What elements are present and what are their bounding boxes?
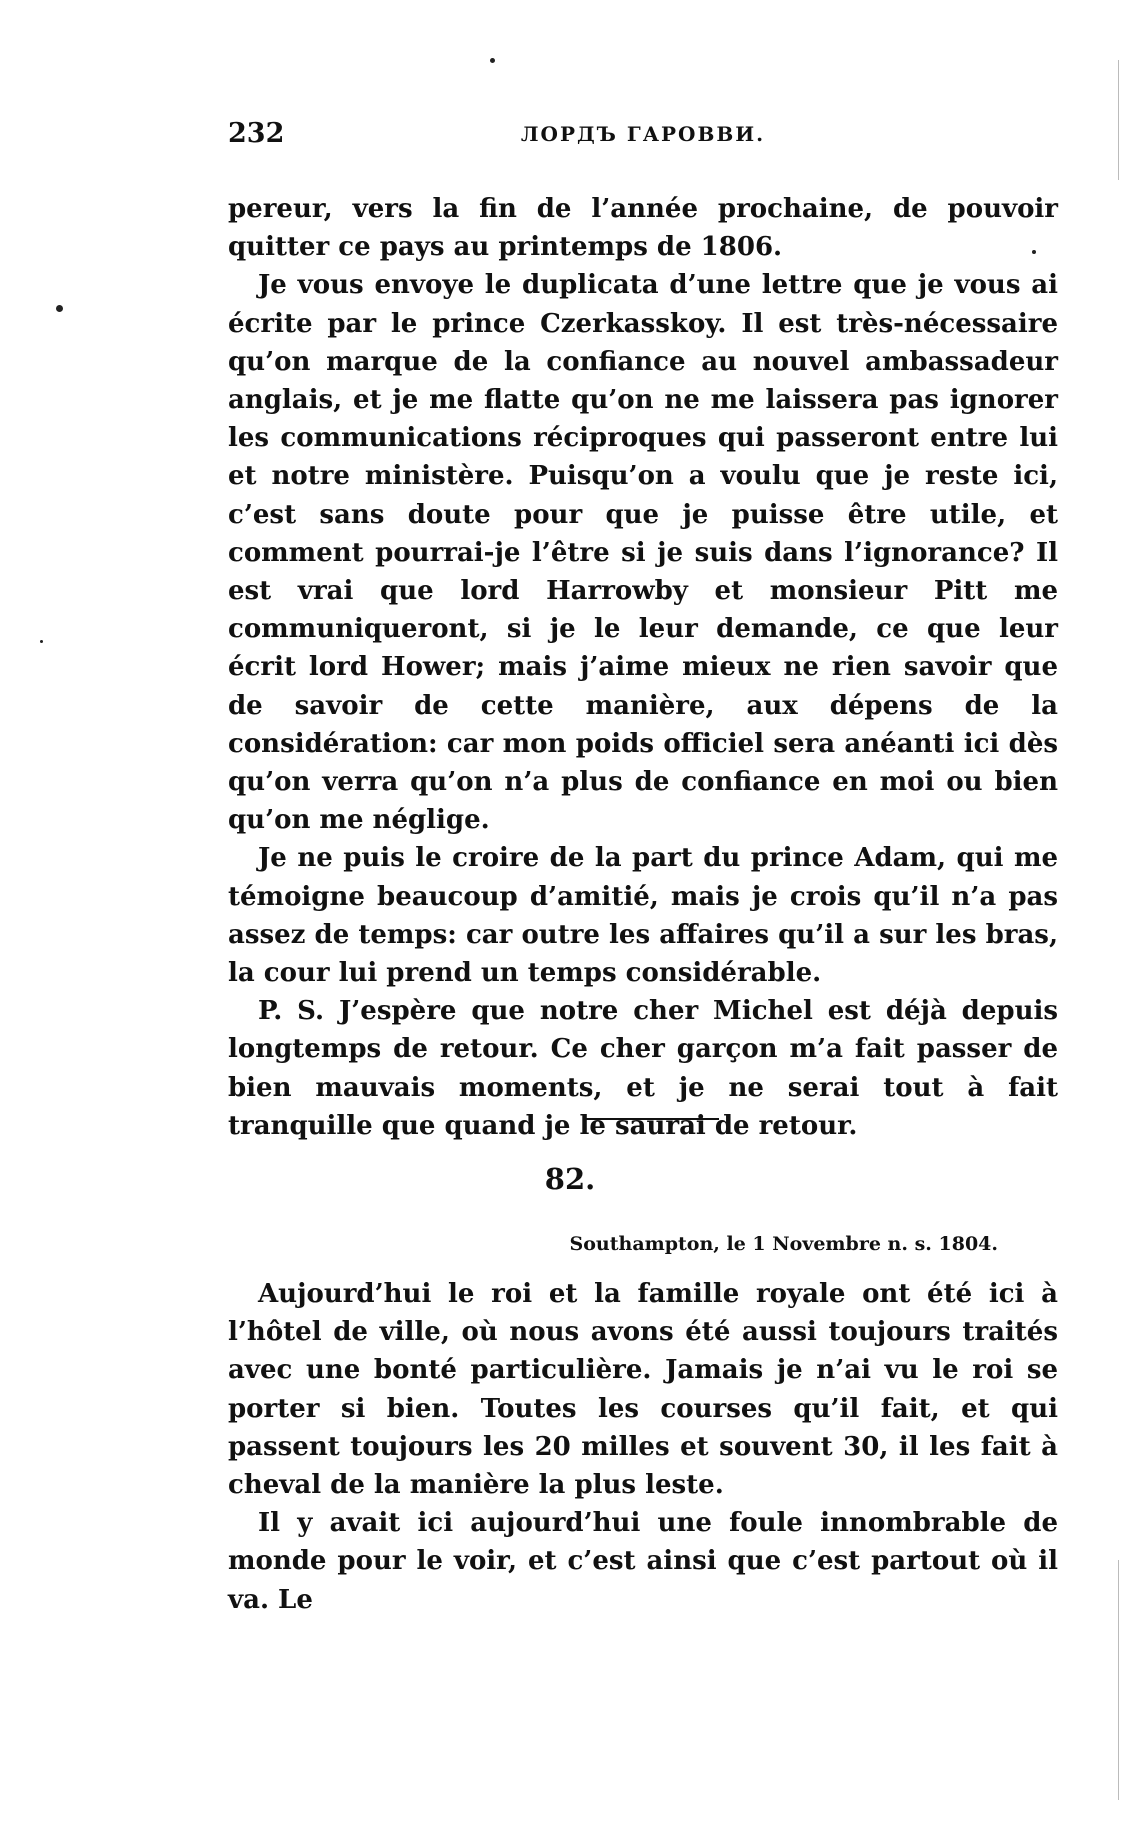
continued-letter-text	[228, 190, 1058, 1145]
page-edge-line	[1118, 1560, 1119, 1800]
paragraph: Aujourd’hui le roi et la famille royale ont été ici à l’hôtel de ville, où nous avons été aussi toujours traités avec une bonté particulière. Jamais je n’ai vu le roi se porter si bien. Toutes les courses qu’il fait, et qui passent toujours les 20 milles et souvent 30, il les fait à cheval de la manière la plus leste.	[228, 1279, 1058, 1501]
paragraph: pereur, vers la fin de l’année prochaine, de pouvoir quitter ce pays au printemps de 1806.	[228, 194, 1058, 263]
page-edge-line	[1118, 60, 1119, 180]
paragraph: Je ne puis le croire de la part du prince Adam, qui me témoigne beaucoup d’amitié, mais je crois qu’il n’a pas assez de temps: car outre les affaires qu’il a sur les bras, la cour lui prend un temps considérable.	[228, 843, 1058, 989]
scan-speck	[1032, 250, 1036, 254]
page-number: 232	[228, 118, 285, 149]
paragraph: P. S. J’espère que notre cher Michel est déjà depuis longtemps de retour. Ce cher garçon m’a fait passer de bien mauvais moments, et je ne serai tout à fait tranquille que quand je le saurai de retour.	[228, 996, 1058, 1141]
scan-speck	[56, 305, 63, 312]
letter-text	[228, 1275, 1058, 1619]
paragraph: Je vous envoye le duplicata d’une lettre que je vous ai écrite par le prince Czerkasskoy. Il est très-nécessaire qu’on marque de la confiance au nouvel ambassadeur anglais, et je me flatte qu’on ne me laissera pas ignorer les communications réciproques qui passeront entre lui et notre ministère. Puisqu’on a voulu que je reste ici, c’est sans doute pour que je puisse être utile, et comment pourrai-je l’être si je suis dans l’ignorance? Il est vrai que lord Harrowby et monsieur Pitt me communiqueront, si je le leur demande, ce que leur écrit lord Hower; mais j’aime mieux ne rien savoir que de savoir de cette manière, aux dépens de la considération: car mon poids officiel sera anéanti ici dès qu’on verra qu’on n’a plus de confiance en moi ou bien qu’on me néglige.	[228, 270, 1058, 836]
letter-number: 82.	[544, 1162, 596, 1196]
section-divider	[583, 1118, 719, 1120]
scan-speck	[490, 58, 495, 63]
scan-speck	[40, 640, 43, 643]
letter-dateline: Southampton, le 1 Novembre n. s. 1804.	[569, 1233, 998, 1255]
paragraph: Il y avait ici aujourd’hui une foule innombrable de monde pour le voir, et c’est ainsi que c’est partout où il va. Le	[228, 1508, 1058, 1615]
running-title: ЛОРДЪ ГАРОВВИ.	[520, 122, 766, 146]
